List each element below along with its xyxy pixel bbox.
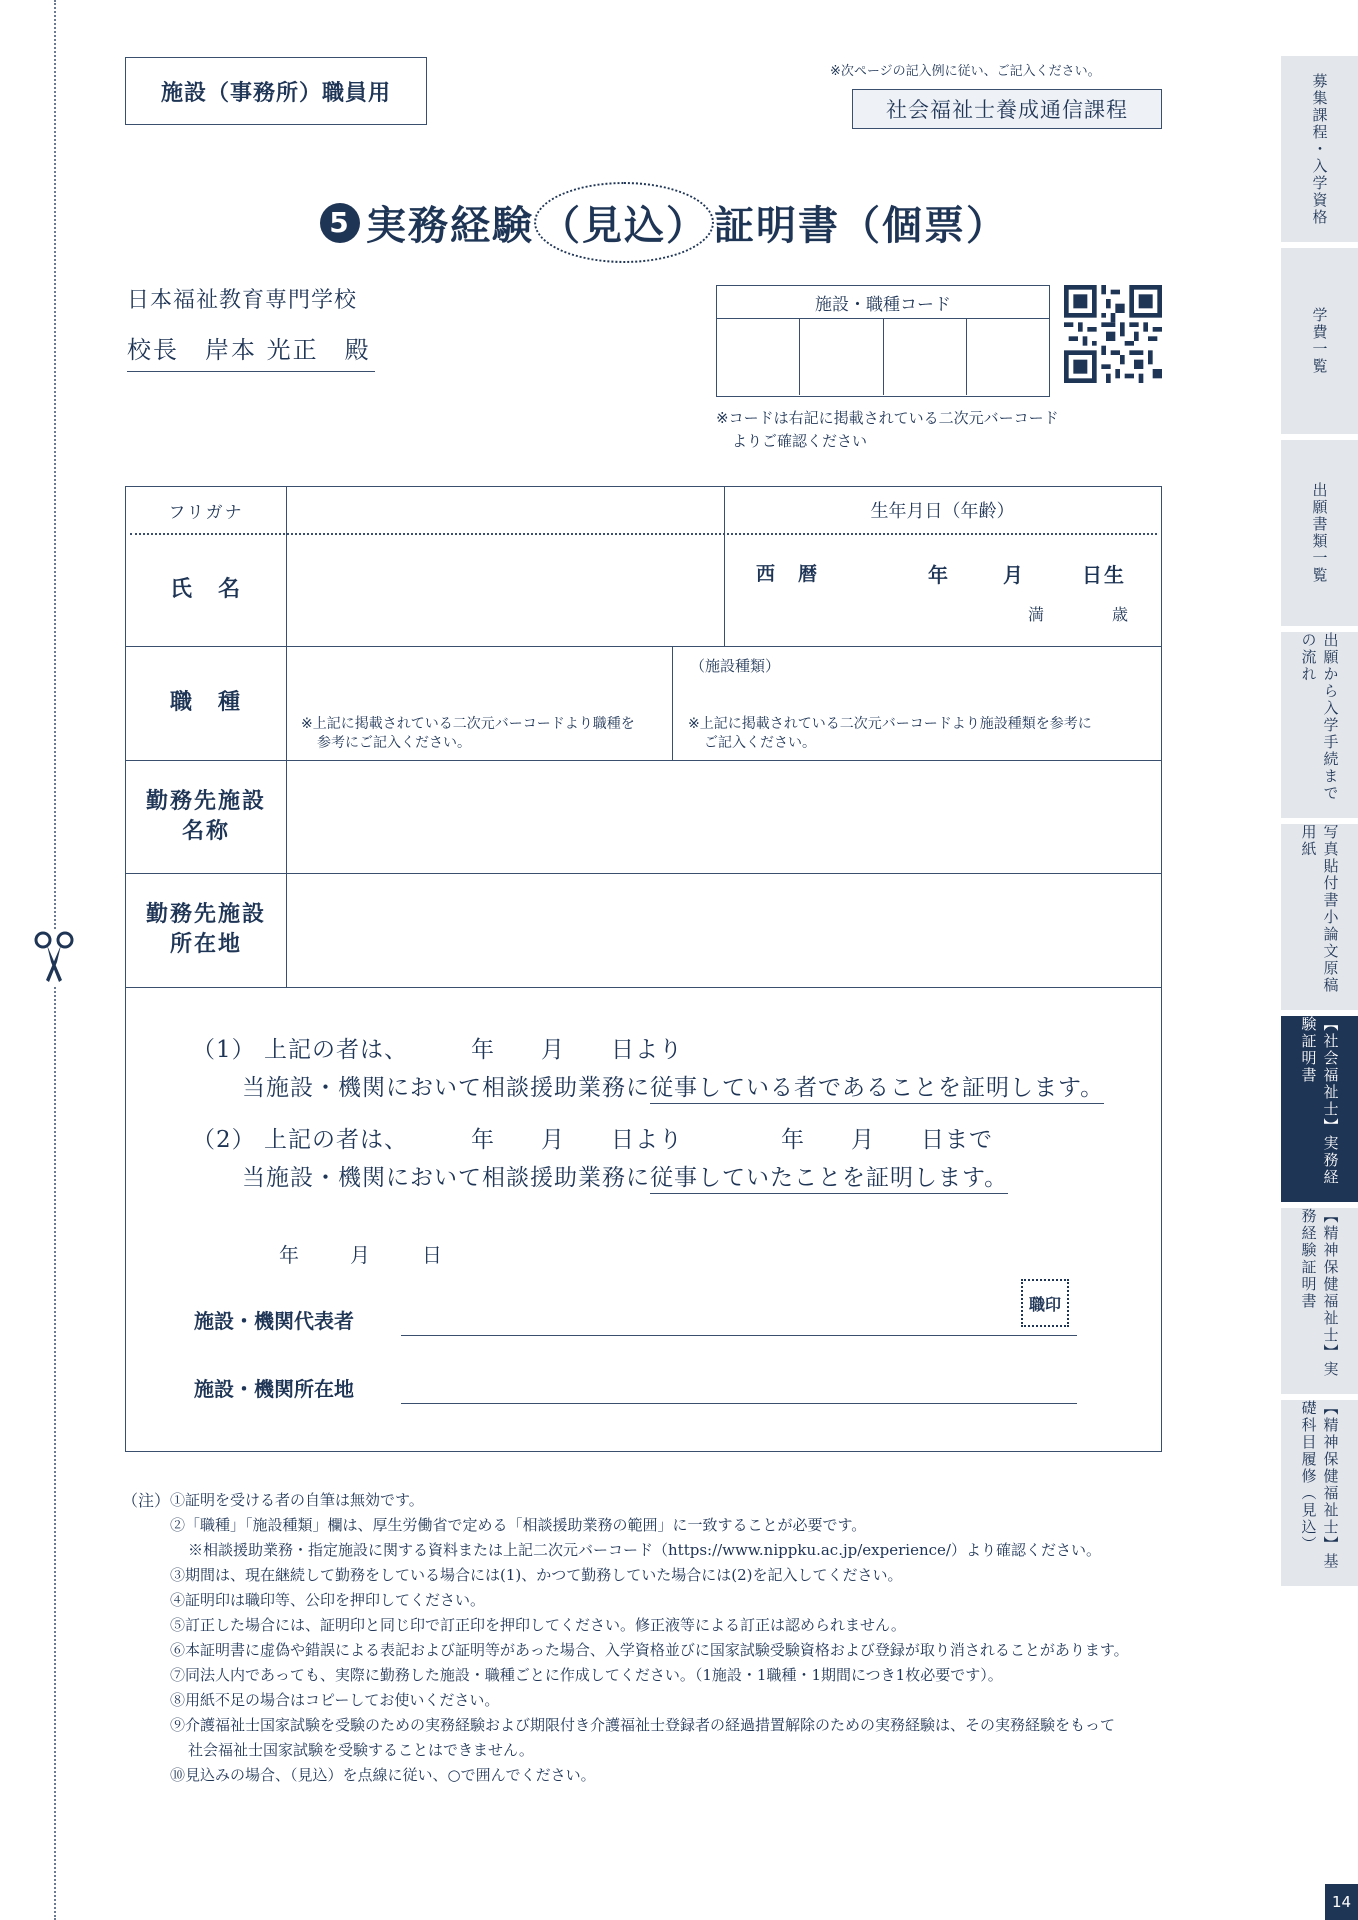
cert-day: 日	[422, 1243, 442, 1267]
furigana-label: フリガナ	[168, 502, 244, 523]
note-item: ⑧用紙不足の場合はコピーしてお使いください。	[170, 1691, 500, 1709]
tab-flow[interactable]: 出願から入学手続までの流れ	[1281, 632, 1358, 818]
workplace-address-label-line1: 勤務先施設	[145, 902, 266, 927]
s2-day-to: 日まで	[921, 1127, 993, 1153]
title-prospect: （見込）	[534, 182, 714, 263]
age-sai-label: 歳	[1112, 605, 1129, 624]
name-field[interactable]	[286, 533, 724, 646]
notes-label: （注）	[122, 1491, 171, 1510]
note-item: ⑨介護福祉士国家試験を受験のための実務経験および期限付き介護福祉士登録者の経過措置解除のための実務経験は、その実務経験をもって	[170, 1716, 1116, 1734]
statement-1-line2	[242, 1069, 1104, 1102]
tab-psw-basic[interactable]: 【精神保健福祉士】基礎科目履修（見込）	[1281, 1400, 1358, 1586]
statement-2-line1	[192, 1121, 408, 1154]
tab-psw-cert[interactable]: 【精神保健福祉士】実務経験証明書	[1281, 1208, 1358, 1394]
notes-list	[170, 1488, 1129, 1788]
facility-type-note	[688, 715, 1092, 753]
s1-day-from: 日より	[611, 1037, 683, 1063]
s2-year-from: 年	[471, 1127, 495, 1153]
seireki-label: 西 暦	[756, 563, 820, 585]
statement-1-body-b: 従事している者であることを証明します。	[650, 1075, 1104, 1104]
code-cell-1[interactable]	[717, 319, 800, 395]
note-item: ※相談援助業務・指定施設に関する資料または上記二次元バーコード（https://www.nippku.ac.jp/experience/）より確認ください。	[188, 1541, 1101, 1559]
statement-1-body-a: 当施設・機関において相談援助業務に	[242, 1075, 650, 1101]
code-cells	[717, 319, 1049, 395]
cert-month: 月	[350, 1243, 370, 1267]
title-number: 5	[320, 203, 360, 243]
note-item: ③期間は、現在継続して勤務をしている場合には(1)、かつて勤務していた場合には(2)を記入してください。	[170, 1566, 903, 1584]
statement-2-number: （2）	[192, 1127, 256, 1153]
address-line[interactable]	[401, 1403, 1077, 1404]
workplace-name-label	[126, 760, 286, 873]
address-label: 施設・機関所在地	[194, 1377, 354, 1401]
tab-application-docs[interactable]: 出願書類一覧	[1281, 440, 1358, 626]
grid-line	[126, 987, 1161, 988]
workplace-address-label	[126, 873, 286, 987]
official-seal: 職印	[1021, 1279, 1069, 1327]
birth-label: 生年月日（年齢）	[870, 501, 1015, 522]
page-number: 14	[1325, 1884, 1358, 1920]
staff-label: 施設（事務所）職員用	[125, 57, 427, 125]
representative-label: 施設・機関代表者	[194, 1309, 354, 1333]
s2-month-from: 月	[541, 1127, 565, 1153]
tab-social-worker-cert[interactable]: 【社会福祉士】実務経験証明書	[1281, 1016, 1358, 1202]
workplace-name-label-line2: 名称	[181, 818, 230, 844]
title-part1: 実務経験	[366, 203, 534, 249]
tab-photo-essay[interactable]: 写真貼付書小論文原稿用紙	[1281, 824, 1358, 1010]
statement-2-line2	[242, 1159, 1008, 1192]
name-label: 氏 名	[169, 576, 242, 602]
birth-day-label: 日生	[1082, 563, 1126, 587]
qr-code-icon	[1064, 285, 1162, 383]
representative-line[interactable]	[401, 1335, 1077, 1336]
s1-month: 月	[541, 1037, 565, 1063]
scissors-icon	[32, 930, 76, 986]
workplace-address-label-line2: 所在地	[169, 932, 242, 957]
note-item: ⑤訂正した場合には、証明印と同じ印で訂正印を押印してください。修正液等による訂正は認められません。	[170, 1616, 906, 1634]
note-item: ②「職種」「施設種類」欄は、厚生労働省で定める「相談援助業務の範囲」に一致することが必要です。	[170, 1516, 867, 1534]
furigana-field[interactable]	[286, 487, 724, 533]
school-name: 日本福祉教育専門学校	[127, 288, 358, 313]
birth-month-label: 月	[1003, 563, 1023, 587]
statement-1-line1	[192, 1031, 408, 1064]
code-note-line2: よりご確認ください	[732, 432, 868, 450]
page-title	[320, 182, 1008, 263]
code-cell-3[interactable]	[884, 319, 967, 395]
job-note-line2: 参考にご記入ください。	[317, 735, 471, 751]
cert-year: 年	[279, 1243, 299, 1267]
tab-admission[interactable]: 募集課程・入学資格	[1281, 56, 1358, 242]
statement-1-lead: 上記の者は、	[263, 1037, 408, 1063]
s1-year: 年	[471, 1037, 495, 1063]
statement-2-lead: 上記の者は、	[263, 1127, 408, 1153]
birth-year-label: 年	[928, 563, 948, 587]
statement-2-body-b: 従事していたことを証明します。	[650, 1165, 1008, 1194]
note-item: ⑦同法人内であっても、実際に勤務した施設・職種ごとに作成してください。（1施設・1職種・1期間につき1枚必要です）。	[170, 1666, 1003, 1684]
note-item: ⑥本証明書に虚偽や錯誤による表記および証明等があった場合、入学資格並びに国家試験受験資格および登録が取り消されることがあります。	[170, 1641, 1129, 1659]
job-note	[301, 715, 635, 753]
note-item: ①証明を受ける者の自筆は無効です。	[170, 1491, 424, 1509]
code-table-header: 施設・職種コード	[717, 286, 1049, 319]
note-item: ⑩見込みの場合、（見込）を点線に従い、○で囲んでください。	[170, 1766, 596, 1784]
header-note: ※次ページの記入例に従い、ご記入ください。	[830, 64, 1101, 79]
s2-day-from: 日より	[611, 1127, 683, 1153]
statement-2-body-a: 当施設・機関において相談援助業務に	[242, 1165, 650, 1191]
s2-month-to: 月	[851, 1127, 875, 1153]
principal-name: 校長 岸本 光正 殿	[127, 330, 375, 372]
age-man-label: 満	[1028, 605, 1045, 624]
course-badge: 社会福祉士養成通信課程	[852, 89, 1162, 129]
note-item: 社会福祉士国家試験を受験することはできません。	[188, 1741, 534, 1759]
job-note-line1: ※上記に掲載されている二次元バーコードより職種を	[301, 716, 635, 732]
code-table	[716, 285, 1050, 397]
s2-year-to: 年	[781, 1127, 805, 1153]
workplace-name-label-line1: 勤務先施設	[145, 788, 266, 814]
workplace-name-field[interactable]	[286, 760, 1161, 873]
code-cell-2[interactable]	[800, 319, 883, 395]
certificate-form	[125, 486, 1162, 1452]
code-note	[716, 407, 1059, 453]
statement-1-number: （1）	[192, 1037, 256, 1063]
facility-note-line2: ご記入ください。	[704, 735, 816, 751]
job-label: 職 種	[169, 690, 242, 715]
workplace-address-field[interactable]	[286, 873, 1161, 987]
title-part3: 証明書（個票）	[714, 203, 1008, 249]
facility-type-label: （施設種類）	[690, 657, 781, 675]
code-note-line1: ※コードは右記に掲載されている二次元バーコード	[716, 409, 1059, 427]
tab-fees[interactable]: 学費一覧	[1281, 248, 1358, 434]
note-item: ④証明印は職印等、公印を押印してください。	[170, 1591, 486, 1609]
code-cell-4[interactable]	[967, 319, 1049, 395]
facility-note-line1: ※上記に掲載されている二次元バーコードより施設種類を参考に	[688, 716, 1092, 732]
